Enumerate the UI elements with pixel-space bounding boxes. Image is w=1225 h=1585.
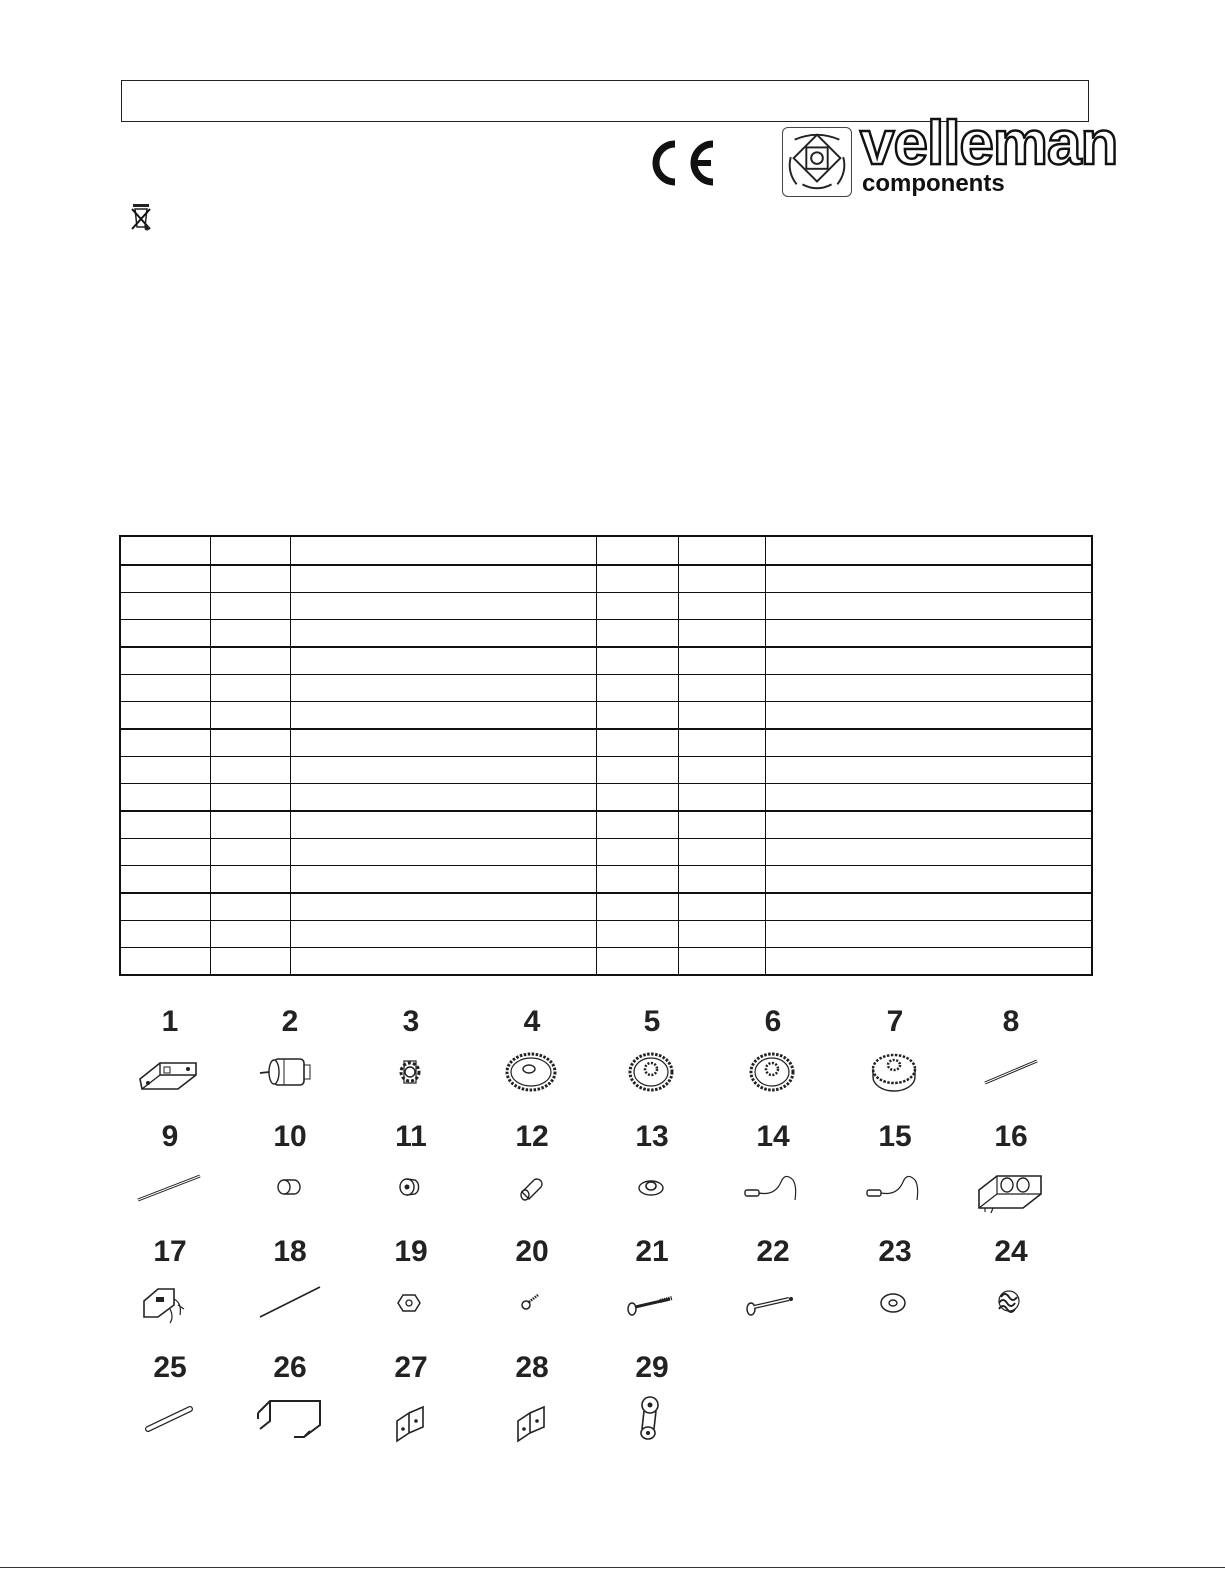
table-cell xyxy=(596,921,678,948)
table-cell xyxy=(290,702,596,730)
compound-gear-icon xyxy=(737,1045,809,1101)
part-item-27 xyxy=(351,1351,471,1463)
table-cell xyxy=(210,921,290,948)
table-cell xyxy=(678,593,765,620)
table-cell xyxy=(678,647,765,675)
part-number: 21 xyxy=(635,1235,669,1268)
table-cell xyxy=(765,839,1092,866)
table-cell xyxy=(596,675,678,702)
spring-icon xyxy=(975,1275,1047,1331)
table-cell xyxy=(120,757,210,784)
part-item-16 xyxy=(951,1120,1071,1232)
table-cell xyxy=(596,784,678,812)
table-cell xyxy=(596,866,678,894)
table-cell xyxy=(120,593,210,620)
table-cell xyxy=(678,948,765,976)
table-cell xyxy=(210,893,290,921)
table-cell xyxy=(765,921,1092,948)
table-cell xyxy=(210,647,290,675)
table-cell xyxy=(678,839,765,866)
table-cell xyxy=(120,839,210,866)
compound-gear-icon xyxy=(616,1045,688,1101)
part-item-23 xyxy=(835,1235,955,1347)
table-row xyxy=(120,675,1092,702)
table-cell xyxy=(210,675,290,702)
part-item-11 xyxy=(351,1120,471,1232)
logo-subtitle: components xyxy=(862,170,1005,197)
part-item-19 xyxy=(351,1235,471,1347)
table-cell xyxy=(290,948,596,976)
hex-nut-icon xyxy=(375,1275,447,1331)
part-item-6 xyxy=(713,1005,833,1117)
table-cell xyxy=(596,647,678,675)
part-item-29 xyxy=(592,1351,712,1463)
table-cell xyxy=(678,866,765,894)
table-cell xyxy=(210,839,290,866)
battery-holder-icon xyxy=(975,1160,1047,1216)
part-number: 16 xyxy=(994,1120,1028,1153)
part-number: 10 xyxy=(273,1120,307,1153)
part-item-3 xyxy=(351,1005,471,1117)
part-number: 1 xyxy=(161,1005,179,1038)
table-cell xyxy=(596,948,678,976)
parts-table-body xyxy=(120,536,1092,975)
table-row xyxy=(120,866,1092,894)
part-number: 13 xyxy=(635,1120,669,1153)
part-number: 5 xyxy=(643,1005,661,1038)
part-number: 8 xyxy=(1002,1005,1020,1038)
part-number: 17 xyxy=(153,1235,187,1268)
table-row xyxy=(120,565,1092,593)
table-cell xyxy=(596,536,678,565)
part-item-18 xyxy=(230,1235,350,1347)
table-cell xyxy=(765,866,1092,894)
part-item-2 xyxy=(230,1005,350,1117)
table-cell xyxy=(120,675,210,702)
table-cell xyxy=(678,565,765,593)
table-cell xyxy=(210,702,290,730)
washer-icon xyxy=(859,1275,931,1331)
table-row xyxy=(120,593,1092,620)
part-number: 29 xyxy=(635,1351,669,1384)
part-number: 28 xyxy=(515,1351,549,1384)
part-item-8 xyxy=(951,1005,1071,1117)
eyelet-icon xyxy=(616,1160,688,1216)
table-cell xyxy=(678,921,765,948)
pinion-gear-icon xyxy=(375,1045,447,1101)
part-item-26 xyxy=(230,1351,350,1463)
part-item-15 xyxy=(835,1120,955,1232)
table-cell xyxy=(120,921,210,948)
part-number: 27 xyxy=(394,1351,428,1384)
table-cell xyxy=(678,757,765,784)
motor-bracket-icon xyxy=(134,1045,206,1101)
part-number: 6 xyxy=(764,1005,782,1038)
ce-mark-icon xyxy=(645,138,717,188)
table-cell xyxy=(678,893,765,921)
part-number: 7 xyxy=(886,1005,904,1038)
part-item-28 xyxy=(472,1351,592,1463)
table-cell xyxy=(596,593,678,620)
part-item-4 xyxy=(472,1005,592,1117)
table-cell xyxy=(290,866,596,894)
table-cell xyxy=(678,729,765,757)
part-number: 23 xyxy=(878,1235,912,1268)
angle-bracket-icon xyxy=(496,1391,568,1447)
velleman-logo xyxy=(782,109,1118,201)
table-cell xyxy=(290,757,596,784)
part-number: 14 xyxy=(756,1120,790,1153)
table-row xyxy=(120,647,1092,675)
table-cell xyxy=(765,948,1092,976)
table-cell xyxy=(120,536,210,565)
part-number: 12 xyxy=(515,1120,549,1153)
table-cell xyxy=(596,620,678,648)
table-cell xyxy=(210,620,290,648)
part-item-25 xyxy=(110,1351,230,1463)
dc-motor-icon xyxy=(254,1045,326,1101)
table-cell xyxy=(210,593,290,620)
table-cell xyxy=(210,729,290,757)
table-cell xyxy=(596,702,678,730)
large-gear-icon xyxy=(496,1045,568,1101)
table-cell xyxy=(120,565,210,593)
pin-icon xyxy=(134,1391,206,1447)
part-number: 18 xyxy=(273,1235,307,1268)
table-cell xyxy=(120,893,210,921)
table-cell xyxy=(678,536,765,565)
part-item-24 xyxy=(951,1235,1071,1347)
table-cell xyxy=(120,811,210,839)
part-number: 26 xyxy=(273,1351,307,1384)
part-number: 20 xyxy=(515,1235,549,1268)
part-item-7 xyxy=(835,1005,955,1117)
logo-wordmark: velleman xyxy=(860,109,1118,178)
part-item-22 xyxy=(713,1235,833,1347)
part-number: 2 xyxy=(281,1005,299,1038)
table-cell xyxy=(120,784,210,812)
table-cell xyxy=(765,811,1092,839)
table-cell xyxy=(120,647,210,675)
table-cell xyxy=(210,866,290,894)
angle-bracket-icon xyxy=(375,1391,447,1447)
table-cell xyxy=(290,811,596,839)
table-cell xyxy=(290,839,596,866)
table-row xyxy=(120,811,1092,839)
part-item-14 xyxy=(713,1120,833,1232)
table-cell xyxy=(290,729,596,757)
table-cell xyxy=(765,593,1092,620)
table-cell xyxy=(678,811,765,839)
part-number: 22 xyxy=(756,1235,790,1268)
table-cell xyxy=(290,536,596,565)
part-number: 4 xyxy=(523,1005,541,1038)
short-shaft-icon xyxy=(975,1045,1047,1101)
table-cell xyxy=(765,784,1092,812)
part-item-21 xyxy=(592,1235,712,1347)
table-cell xyxy=(765,536,1092,565)
crown-gear-icon xyxy=(859,1045,931,1101)
table-row xyxy=(120,948,1092,976)
part-item-13 xyxy=(592,1120,712,1232)
table-cell xyxy=(210,536,290,565)
long-shaft-icon xyxy=(134,1160,206,1216)
parts-list-table xyxy=(119,535,1093,976)
velleman-seal-icon xyxy=(782,127,852,197)
table-cell xyxy=(290,921,596,948)
table-cell xyxy=(765,729,1092,757)
table-cell xyxy=(210,811,290,839)
part-item-9 xyxy=(110,1120,230,1232)
table-row xyxy=(120,702,1092,730)
table-cell xyxy=(120,729,210,757)
table-cell xyxy=(290,565,596,593)
table-cell xyxy=(596,893,678,921)
table-cell xyxy=(210,757,290,784)
table-cell xyxy=(120,620,210,648)
switch-icon xyxy=(134,1275,206,1331)
table-cell xyxy=(596,757,678,784)
table-cell xyxy=(120,948,210,976)
table-cell xyxy=(678,702,765,730)
spacer-icon xyxy=(375,1160,447,1216)
table-cell xyxy=(290,647,596,675)
part-item-5 xyxy=(592,1005,712,1117)
table-cell xyxy=(290,620,596,648)
table-cell xyxy=(120,702,210,730)
part-number: 25 xyxy=(153,1351,187,1384)
table-cell xyxy=(596,565,678,593)
part-item-1 xyxy=(110,1005,230,1117)
table-cell xyxy=(290,675,596,702)
table-header-row xyxy=(120,536,1092,565)
table-row xyxy=(120,757,1092,784)
table-cell xyxy=(120,866,210,894)
part-item-12 xyxy=(472,1120,592,1232)
table-cell xyxy=(765,565,1092,593)
footer-rule xyxy=(0,1567,1225,1568)
table-row xyxy=(120,729,1092,757)
table-cell xyxy=(765,702,1092,730)
table-cell xyxy=(765,620,1092,648)
table-cell xyxy=(210,948,290,976)
table-cell xyxy=(290,593,596,620)
sleeve-icon xyxy=(496,1160,568,1216)
crank-icon xyxy=(616,1391,688,1447)
part-item-17 xyxy=(110,1235,230,1347)
table-row xyxy=(120,893,1092,921)
wire-lead-icon xyxy=(737,1160,809,1216)
bolt-icon xyxy=(737,1275,809,1331)
small-screw-icon xyxy=(496,1275,568,1331)
table-cell xyxy=(596,811,678,839)
thin-rod-icon xyxy=(254,1275,326,1331)
table-row xyxy=(120,921,1092,948)
parts-illustration-grid xyxy=(110,1005,1090,1445)
wire-frame-icon xyxy=(254,1391,326,1447)
table-row xyxy=(120,839,1092,866)
part-item-10 xyxy=(230,1120,350,1232)
wire-lead-icon xyxy=(859,1160,931,1216)
table-cell xyxy=(596,729,678,757)
part-number: 3 xyxy=(402,1005,420,1038)
part-number: 15 xyxy=(878,1120,912,1153)
bushing-icon xyxy=(254,1160,326,1216)
table-cell xyxy=(210,784,290,812)
part-item-20 xyxy=(472,1235,592,1347)
table-cell xyxy=(765,647,1092,675)
part-number: 19 xyxy=(394,1235,428,1268)
crossed-bin-icon xyxy=(130,203,152,233)
part-number: 24 xyxy=(994,1235,1028,1268)
table-row xyxy=(120,784,1092,812)
part-number: 11 xyxy=(395,1120,427,1153)
part-number: 9 xyxy=(161,1120,179,1153)
table-cell xyxy=(678,620,765,648)
table-cell xyxy=(765,757,1092,784)
table-cell xyxy=(290,784,596,812)
table-cell xyxy=(765,675,1092,702)
table-cell xyxy=(596,839,678,866)
table-row xyxy=(120,620,1092,648)
table-cell xyxy=(765,893,1092,921)
table-cell xyxy=(678,675,765,702)
table-cell xyxy=(290,893,596,921)
table-cell xyxy=(210,565,290,593)
long-screw-icon xyxy=(616,1275,688,1331)
table-cell xyxy=(678,784,765,812)
